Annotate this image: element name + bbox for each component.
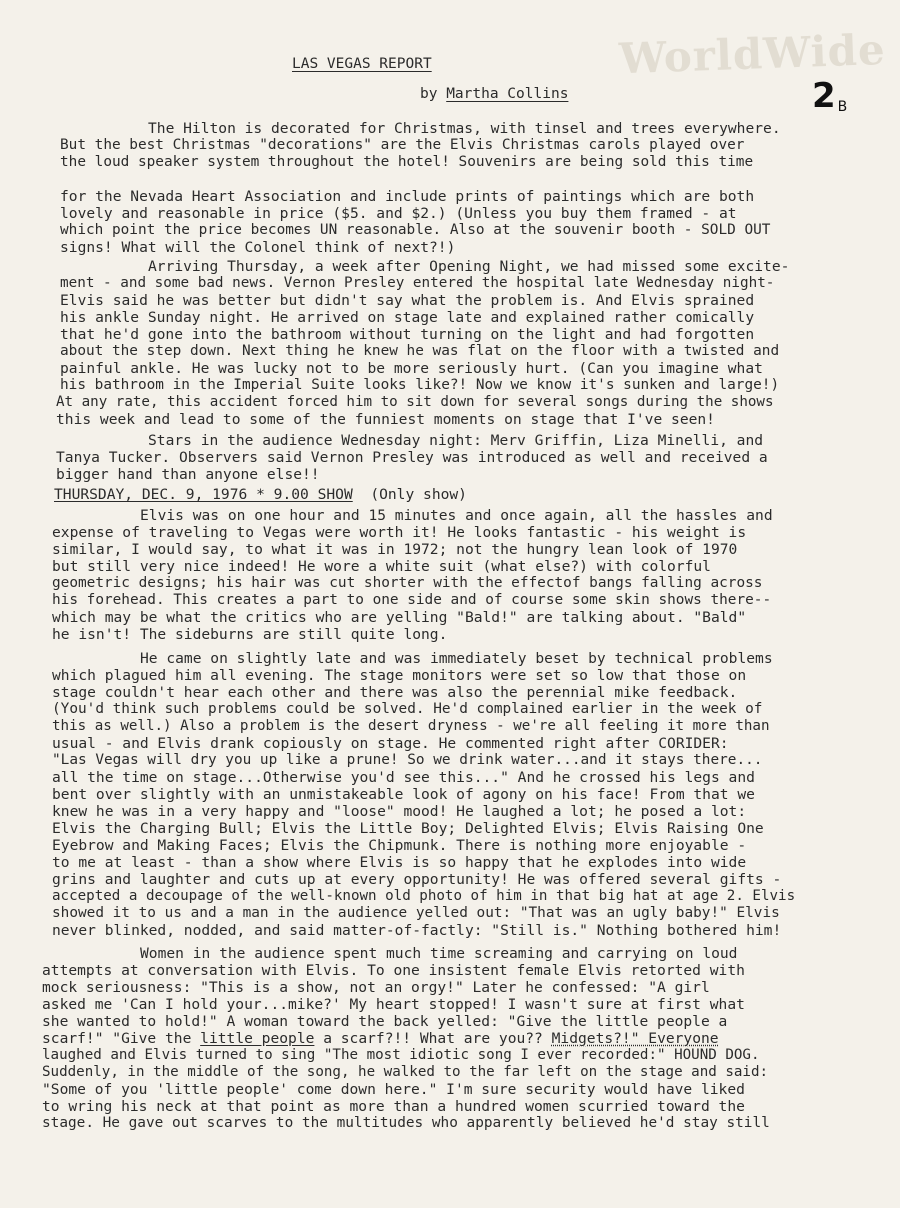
byline	[420, 86, 568, 102]
byline-prefix: by	[420, 86, 447, 102]
text-line: (You'd think such problems could be solved. He'd complained earlier in the week of	[52, 701, 763, 717]
text-line: "Some of you 'little people' come down here." I'm sure security would have liked	[42, 1081, 745, 1098]
text-line: signs! What will the Colonel think of next?!)	[60, 239, 456, 256]
text-line: his ankle Sunday night. He arrived on stage late and explained rather comically	[60, 309, 755, 326]
little-people-underlined: little people	[200, 1030, 315, 1047]
text-line: all the time on stage...Otherwise you'd see this..." And he crossed his legs and	[52, 769, 755, 786]
show-heading	[54, 486, 467, 503]
text-line: attempts at conversation with Elvis. To one insistent female Elvis retorted with	[42, 962, 745, 979]
text-line: which plagued him all evening. The stage monitors were set so low that those on	[52, 667, 747, 684]
text-line: his bathroom in the Imperial Suite looks like?! Now we know it's sunken and large!)	[60, 377, 780, 393]
text-line: but still very nice indeed! He wore a white suit (what else?) with colorful	[52, 558, 711, 575]
text-line: asked me 'Can I hold your...mike?' My heart stopped! I wasn't sure at first what	[42, 996, 745, 1013]
page-suffix: B	[837, 99, 848, 115]
text-line: Elvis said he was better but didn't say what the problem is. And Elvis sprained	[60, 292, 755, 309]
text-line: Arriving Thursday, a week after Opening Night, we had missed some excite-	[148, 258, 790, 275]
text-line: which may be what the critics who are yelling "Bald!" are talking about. "Bald"	[52, 609, 747, 626]
text-line: ment - and some bad news. Vernon Presley entered the hospital late Wednesday night-	[60, 275, 775, 291]
text-line: he isn't! The sideburns are still quite long.	[52, 626, 448, 643]
text-line: his forehead. This creates a part to one side and of course some skin shows there--	[52, 592, 772, 608]
text-line: she wanted to hold!" A woman toward the back yelled: "Give the little people a	[42, 1013, 728, 1030]
text-line: bent over slightly with an unmistakeable look of agony on his face! From that we	[52, 786, 755, 803]
report-title: LAS VEGAS REPORT	[292, 56, 432, 72]
midgets-text: Midgets?!" Everyone	[551, 1030, 719, 1047]
text-line: painful ankle. He was lucky not to be more seriously hurt. (Can you imagine what	[60, 360, 763, 377]
text-line: this as well.) Also a problem is the desert dryness - we're all feeling it more than	[52, 718, 770, 734]
text-line: stage. He gave out scarves to the multitudes who apparently believed he'd stay still	[42, 1115, 770, 1131]
text-line: laughed and Elvis turned to sing "The most idiotic song I ever recorded:" HOUND DOG.	[42, 1047, 760, 1063]
text-line: grins and laughter and cuts up at every opportunity! He was offered several gifts -	[52, 871, 782, 888]
text-line: usual - and Elvis drank copiously on stage. He commented right after CORIDER:	[52, 735, 729, 752]
text-line: for the Nevada Heart Association and include prints of paintings which are both	[60, 188, 755, 205]
text-line: knew he was in a very happy and "loose" mood! He laughed a lot; he posed a lot:	[52, 803, 747, 820]
watermark: WorldWide	[618, 24, 887, 84]
text-line: bigger hand than anyone else!!	[56, 466, 320, 483]
text-line: "Las Vegas will dry you up like a prune! So we drink water...and it stays there...	[52, 752, 763, 768]
text-line: expense of traveling to Vegas were worth it! He looks fantastic - his weight is	[52, 524, 747, 541]
text-line: Stars in the audience Wednesday night: Merv Griffin, Liza Minelli, and	[148, 432, 764, 449]
page-number: 2 $_B$	[812, 76, 848, 116]
text-line: Tanya Tucker. Observers said Vernon Presley was introduced as well and received a	[56, 449, 768, 466]
text-line: Suddenly, in the middle of the song, he walked to the far left on the stage and said:	[42, 1064, 769, 1080]
text-line: At any rate, this accident forced him to sit down for several songs during the shows	[56, 394, 774, 410]
text-line: Elvis the Charging Bull; Elvis the Little Boy; Delighted Elvis; Elvis Raising One	[52, 820, 764, 837]
text-line: never blinked, nodded, and said matter-of-factly: "Still is." Nothing bothered him!	[52, 922, 782, 939]
text-line: about the step down. Next thing he knew he was flat on the floor with a twisted and	[60, 343, 780, 359]
text-line: Eyebrow and Making Faces; Elvis the Chipmunk. There is nothing more enjoyable -	[52, 837, 747, 854]
text-line: this week and lead to some of the funniest moments on stage that I've seen!	[56, 411, 715, 428]
text-line: to wring his neck at that point as more than a hundred women scurried toward the	[42, 1098, 745, 1115]
text-line: scarf!" "Give the little people a scarf?!! What are you?? Midgets?!" Everyone	[42, 1030, 719, 1047]
text-line: similar, I would say, to what it was in 1972; not the hungry lean look of 1970	[52, 541, 738, 558]
text-line: stage couldn't hear each other and there was also the perennial mike feedback.	[52, 684, 738, 701]
text-line: mock seriousness: "This is a show, not an orgy!" Later he confessed: "A girl	[42, 979, 710, 996]
text-line: lovely and reasonable in price ($5. and $2.) (Unless you buy them framed - at	[60, 205, 737, 222]
text-line: He came on slightly late and was immediately beset by technical problems	[140, 650, 773, 667]
text-line: the loud speaker system throughout the hotel! Souvenirs are being sold this time	[60, 154, 754, 170]
text-line: Elvis was on one hour and 15 minutes and once again, all the hassles and	[140, 507, 773, 524]
text-line: which point the price becomes UN reasonable. Also at the souvenir booth - SOLD OUT	[60, 222, 771, 238]
text-line: Women in the audience spent much time screaming and carrying on loud	[140, 945, 738, 962]
author-name: Martha Collins	[446, 86, 569, 102]
text-line: to me at least - than a show where Elvis is so happy that he explodes into wide	[52, 854, 747, 871]
show-heading-label: THURSDAY, DEC. 9, 1976 * 9.00 SHOW	[54, 486, 353, 503]
text-line: that he'd gone into the bathroom without turning on the light and had forgotten	[60, 326, 755, 343]
text-line: accepted a decoupage of the well-known old photo of him in that big hat at age 2. Elvis	[52, 888, 796, 904]
show-heading-note: (Only show)	[370, 486, 467, 503]
text-line: The Hilton is decorated for Christmas, with tinsel and trees everywhere.	[148, 120, 781, 137]
text-line: But the best Christmas "decorations" are the Elvis Christmas carols played over	[60, 137, 745, 153]
text-line: showed it to us and a man in the audience yelled out: "That was an ugly baby!" Elvis	[52, 905, 780, 921]
text-line: geometric designs; his hair was cut shorter with the effectof bangs falling across	[52, 575, 763, 591]
